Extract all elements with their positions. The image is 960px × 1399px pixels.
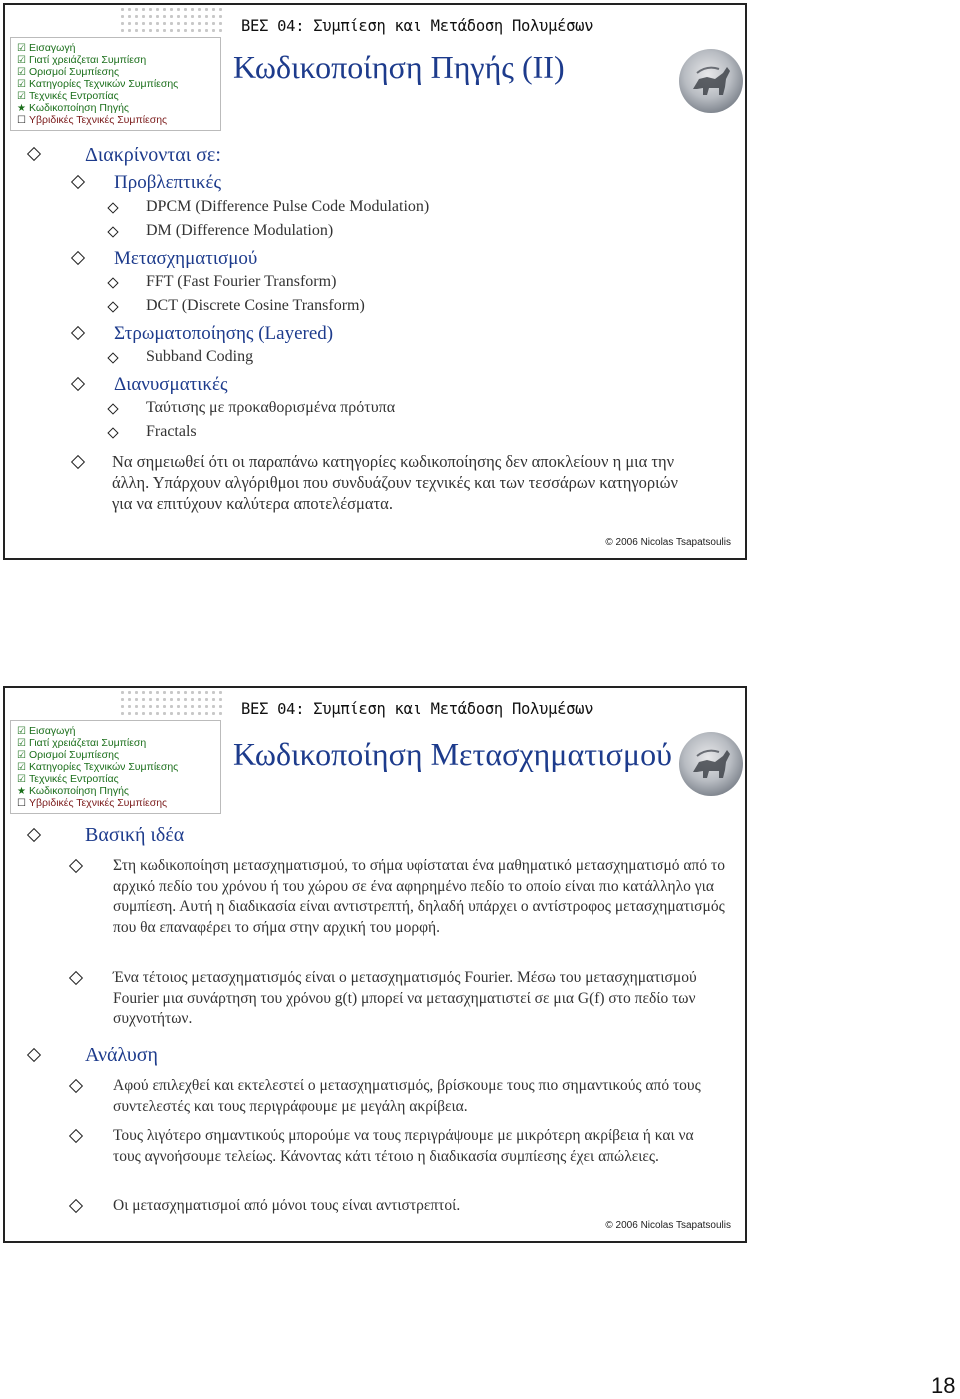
slide-title: Κωδικοποίηση Μετασχηματισμού [233, 736, 672, 772]
bullet-diamond-icon [27, 147, 41, 161]
course-title: ΒΕΣ 04: Συμπίεση και Μετάδοση Πολυμέσων [241, 17, 594, 35]
slide-title: Κωδικοποίηση Πηγής (ΙΙ) [233, 49, 565, 85]
bullet-diamond-icon [69, 859, 83, 873]
group-item: Fractals [146, 423, 197, 440]
section-nav [10, 37, 221, 131]
nav-item-definitions[interactable]: ☑ Ορισμοί Συμπίεσης [17, 66, 120, 78]
group-heading: Στρωματοποίησης (Layered) [114, 323, 334, 344]
star-icon: ★ [17, 786, 26, 797]
nav-item-categories[interactable]: ☑ Κατηγορίες Τεχνικών Συμπίεσης [17, 761, 179, 773]
group-item: Subband Coding [146, 348, 254, 365]
dot-pattern [119, 6, 223, 36]
group-heading: Διανυσματικές [114, 374, 228, 395]
bullet-diamond-icon [27, 1048, 41, 1062]
nav-item-entropy[interactable]: ☑ Τεχνικές Εντροπίας [17, 90, 119, 102]
slide-2 [3, 686, 747, 1243]
group-heading: Μετασχηματισμού [114, 248, 258, 269]
coin-image [679, 49, 743, 113]
nav-item-why[interactable]: ☑ Γιατί χρειάζεται Συμπίεση [17, 737, 147, 749]
nav-item-hybrid[interactable]: ☐ Υβριδικές Τεχνικές Συμπίεσης [17, 114, 168, 126]
dot-pattern [119, 689, 223, 719]
bullet-diamond-icon [107, 352, 118, 363]
check-icon: ☑ [17, 43, 26, 54]
bullet-diamond-icon [71, 377, 85, 391]
star-icon: ★ [17, 103, 26, 114]
bullet-diamond-icon [69, 1199, 83, 1213]
bullet-diamond-icon [27, 828, 41, 842]
bullet-diamond-icon [71, 175, 85, 189]
check-icon: ☑ [17, 738, 26, 749]
nav-item-definitions[interactable]: ☑ Ορισμοί Συμπίεσης [17, 749, 120, 761]
empty-box-icon: ☐ [17, 115, 26, 126]
copyright: © 2006 Nicolas Tsapatsoulis [605, 1220, 731, 1231]
check-icon: ☑ [17, 55, 26, 66]
copyright: © 2006 Nicolas Tsapatsoulis [605, 537, 731, 548]
paragraph: Οι μετασχηματισμοί από μόνοι τους είναι αντιστρεπτοί. [113, 1197, 461, 1214]
nav-item-entropy[interactable]: ☑ Τεχνικές Εντροπίας [17, 773, 119, 785]
note-paragraph: Να σημειωθεί ότι οι παραπάνω κατηγορίες κωδικοποίησης δεν αποκλείουν η μια την άλλη. Υπάρχουν αλγόριθμοι που συνδυάζουν τεχνικές και των τεσσάρων κατηγοριών για να επιτύχουν καλύτερα αποτελέσματα. [112, 452, 678, 513]
group-item: Ταύτισης με προκαθορισμένα πρότυπα [146, 399, 396, 416]
check-icon: ☑ [17, 774, 26, 785]
check-icon: ☑ [17, 762, 26, 773]
section-heading: Ανάλυση [85, 1044, 158, 1066]
check-icon: ☑ [17, 91, 26, 102]
nav-item-intro[interactable]: ☑ Εισαγωγή [17, 725, 76, 737]
coin-relief-icon [679, 732, 743, 796]
paragraph: Τους λιγότερο σημαντικούς μπορούμε να τους περιγράψουμε με μικρότερη ακρίβεια ή και να τους αγνοήσουμε τελείως. Κάνοντας κάτι τέτοιο η διαδικασία συμπίεσης έχει απώλειες. [113, 1127, 694, 1165]
group-item: DM (Difference Modulation) [146, 222, 334, 239]
nav-item-hybrid[interactable]: ☐ Υβριδικές Τεχνικές Συμπίεσης [17, 797, 168, 809]
bullet-diamond-icon [69, 971, 83, 985]
bullet-diamond-icon [107, 202, 118, 213]
bullet-diamond-icon [107, 277, 118, 288]
section-nav [10, 720, 221, 814]
check-icon: ☑ [17, 750, 26, 761]
coin-image [679, 732, 743, 796]
check-icon: ☑ [17, 726, 26, 737]
nav-item-categories[interactable]: ☑ Κατηγορίες Τεχνικών Συμπίεσης [17, 78, 179, 90]
group-heading: Προβλεπτικές [114, 172, 221, 193]
group-item: DCT (Discrete Cosine Transform) [146, 297, 365, 314]
section-heading: Βασική ιδέα [85, 824, 185, 846]
intro-heading: Διακρίνονται σε: [85, 144, 221, 166]
slide-1 [3, 3, 747, 560]
group-item: DPCM (Difference Pulse Code Modulation) [146, 198, 430, 215]
check-icon: ☑ [17, 79, 26, 90]
group-item: FFT (Fast Fourier Transform) [146, 273, 337, 290]
bullet-diamond-icon [107, 403, 118, 414]
nav-item-source-coding[interactable]: ★ Κωδικοποίηση Πηγής [17, 102, 129, 114]
paragraph: Στη κωδικοποίηση μετασχηματισμού, το σήμα υφίσταται ένα μαθηματικό μετασχηματισμό από το αρχικό πεδίο του χρόνου ή του χώρου σε ένα αφηρημένο πεδίο το οποίο είναι πιο κατάλληλο για συμπίεση. Αυτή η διαδικασία είναι αντιστρεπτή, δηλαδή υπάρχει ο αντίστροφος μετασχηματισμός που θα επαναφέρει το σήμα στην αρχική του μορφή. [113, 857, 725, 936]
check-icon: ☑ [17, 67, 26, 78]
paragraph: Ένα τέτοιος μετασχηματισμός είναι ο μετασχηματισμός Fourier. Μέσω του μετασχηματισμού Fourier μια συνάρτηση του χρόνου g(t) μπορεί να μετασχηματιστεί σε μια G(f) στο πεδίο των συχνοτήτων. [113, 969, 697, 1027]
empty-box-icon: ☐ [17, 798, 26, 809]
paragraph: Αφού επιλεχθεί και εκτελεστεί ο μετασχηματισμός, βρίσκουμε τους πιο σημαντικούς από τους συντελεστές και τους περιγράφουμε με μεγάλη ακρίβεια. [113, 1077, 701, 1115]
nav-item-source-coding[interactable]: ★ Κωδικοποίηση Πηγής [17, 785, 129, 797]
page-number: 18 [931, 1373, 956, 1398]
bullet-diamond-icon [71, 455, 85, 469]
coin-relief-icon [679, 49, 743, 113]
bullet-diamond-icon [71, 251, 85, 265]
nav-item-intro[interactable]: ☑ Εισαγωγή [17, 42, 76, 54]
bullet-diamond-icon [69, 1079, 83, 1093]
bullet-diamond-icon [69, 1129, 83, 1143]
nav-item-why[interactable]: ☑ Γιατί χρειάζεται Συμπίεση [17, 54, 147, 66]
bullet-diamond-icon [107, 226, 118, 237]
course-title: ΒΕΣ 04: Συμπίεση και Μετάδοση Πολυμέσων [241, 700, 594, 718]
bullet-diamond-icon [107, 427, 118, 438]
bullet-diamond-icon [107, 301, 118, 312]
bullet-diamond-icon [71, 326, 85, 340]
